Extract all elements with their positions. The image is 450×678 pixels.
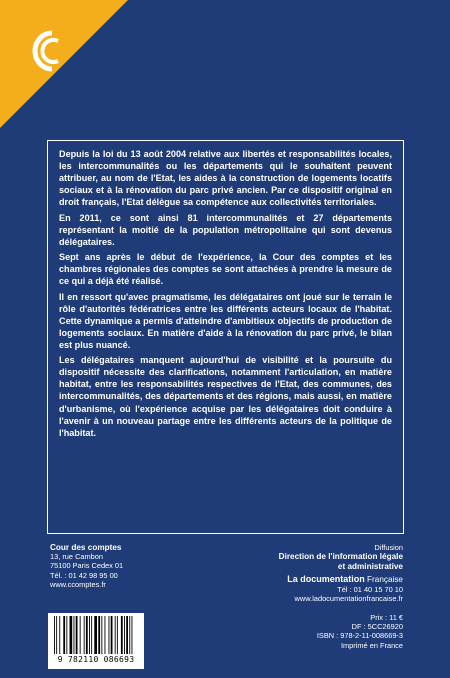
barcode-bar [98,616,100,654]
diffusion-label: Diffusion [374,543,403,552]
publisher-address-line: 75100 Paris Cedex 01 [50,561,124,571]
isbn: ISBN : 978-2-11-008669-3 [316,631,403,641]
summary-paragraph: Il en ressort qu'avec pragmatisme, les délégataires ont joué sur le terrain le rôle d'autorités fédératrices entre les différents acteurs locaux de l'habitat. Cette dynamique a permis d'atteindre d'ambitieux objectifs de production de logements sociaux. En matière d'aide à la rénovation du parc privé, le bilan est plus nuancé. [59,291,392,350]
summary-text-box [47,140,404,534]
barcode-bar [91,616,92,654]
barcode-bar [105,616,106,654]
barcode-bar [109,616,110,654]
diffusion-website: www.ladocumentationfrancaise.fr [294,593,403,603]
barcode-bar [74,616,75,654]
documentation-francaise-brand: La documentation Française [287,574,403,585]
publisher-name: Cour des comptes [50,543,122,552]
barcode-bar [117,616,118,654]
barcode-bar [129,616,130,654]
barcode-bar [66,616,67,654]
barcode-bar [56,616,57,654]
barcode-bar [86,616,88,654]
summary-paragraph: Sept ans après le début de l'expérience, la Cour des comptes et les chambres régionales des comptes se sont attachées à prendre la mesure de ce qui a déjà été réalisé. [59,252,392,287]
price-info [317,613,403,650]
barcode-bar [111,616,113,654]
barcode-bar [80,616,81,654]
cour-des-comptes-logo [22,26,68,76]
summary-paragraph: En 2011, ce sont ainsi 81 intercommunalités et 27 départements représentant la moitié de la population métropolitaine qui sont devenus délégataires. [59,212,392,247]
publisher-website: www.ccomptes.fr [50,579,106,589]
publisher-info [50,543,123,589]
barcode-number: 9 782110 086693 [57,655,135,664]
barcode-bar [70,616,73,654]
diffusion-direction: et administrative [337,561,403,571]
barcode-bar [76,616,78,654]
printed-in: Imprimé en France [340,640,403,650]
barcode-bar [63,616,65,654]
barcode-bar [115,616,116,654]
barcode-bar [126,616,128,654]
barcode-bar [89,616,90,654]
df-code: DF : 5CC26920 [351,622,403,632]
barcode-bar [59,616,60,654]
barcode-bar [124,616,125,654]
summary-paragraph: Depuis la loi du 13 août 2004 relative aux libertés et responsabilités locales, les intercommunalités ou les départements qui le souhaitent peuvent attribuer, au nom de l'Etat, les aides à la construction de logements locatifs sociaux et à la rénovation du parc privé ancien. Par ce dispositif original en droit français, l'Etat délègue sa compétence aux collectivités territoriales. [59,149,392,208]
barcode-bar [101,616,102,654]
diffusion-info [279,543,403,603]
barcode-bar [54,616,55,654]
diffusion-direction: Direction de l'information légale [278,552,403,562]
summary-paragraph: Les délégataires manquent aujourd'hui de visibilité et la poursuite du dispositif nécessite des clarifications, notamment l'articulation, en matière habitat, entre les responsabilités respectives de l'Etat, des communes, des intercommunalités, des départements et des régions, mais aussi, en matière d'urbanisme, où l'expérience acquise par les délégataires doit conduire à l'avenir à un nouveau partage entre les différents acteurs de la politique de l'habitat. [59,355,392,438]
publisher-phone: Tél. : 01 42 98 95 00 [50,570,118,580]
barcode [48,613,144,669]
barcode-bars [54,616,138,654]
barcode-bar [94,616,97,654]
barcode-bar [132,616,133,654]
diffusion-phone: Tél : 01 40 15 70 10 [337,584,403,594]
publisher-address-line: 13, rue Cambon [50,552,103,562]
price: Prix : 11 € [370,613,403,622]
barcode-bar [121,616,123,654]
barcode-bar [84,616,85,654]
